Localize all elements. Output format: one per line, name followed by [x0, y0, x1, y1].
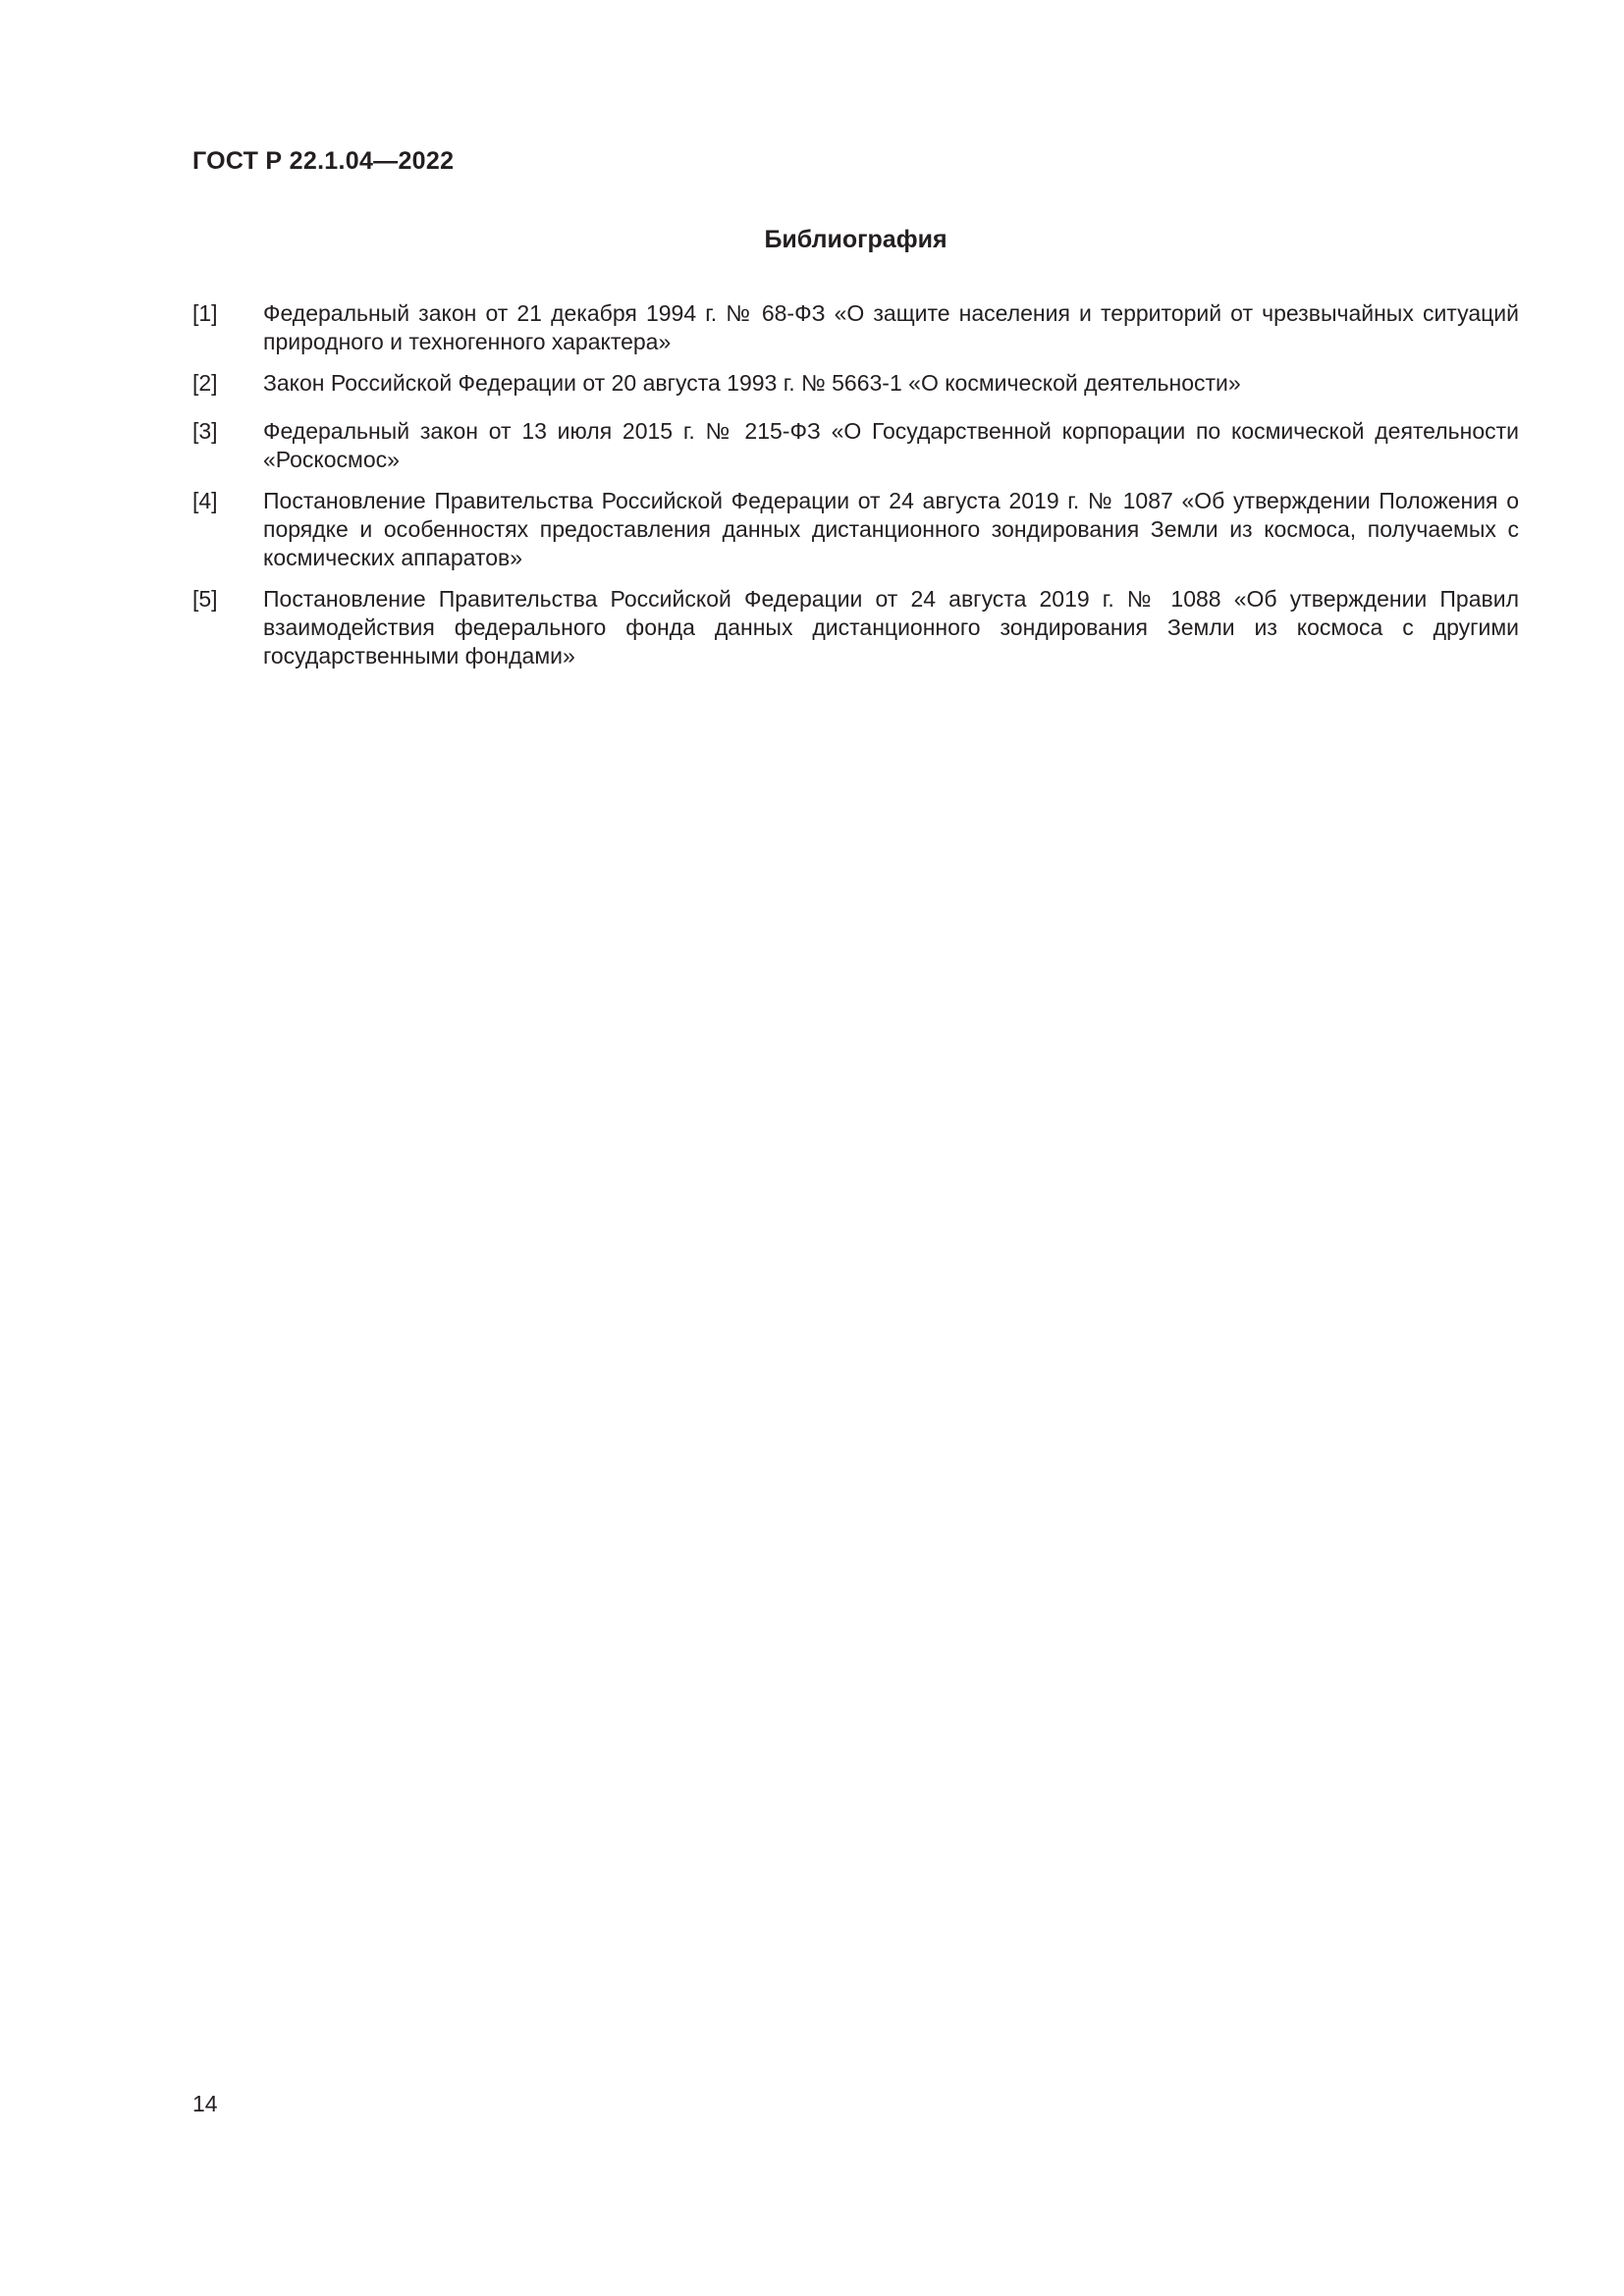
entry-number: [3] [192, 418, 218, 444]
bibliography-entry [192, 369, 1519, 398]
entry-text: Федеральный закон от 13 июля 2015 г. № 215-ФЗ «О Государственной корпорации по космической деятельности «Роскосмос» [263, 418, 1519, 472]
page-number: 14 [192, 2091, 218, 2116]
entry-text: Постановление Правительства Российской Федерации от 24 августа 2019 г. № 1087 «Об утверждении Положения о порядке и особенностях предоставления данных дистанционного зондирования Земли из космоса, получаемых с космических аппаратов» [263, 488, 1519, 570]
entry-number: [5] [192, 586, 218, 612]
entry-number: [1] [192, 300, 218, 326]
bibliography-list [192, 299, 1519, 670]
bibliography-entry [192, 299, 1519, 356]
entry-text: Закон Российской Федерации от 20 августа 1993 г. № 5663-1 «О космической деятельности» [263, 370, 1241, 396]
bibliography-entry [192, 487, 1519, 572]
section-title: Библиография [764, 226, 947, 253]
standard-header: ГОСТ Р 22.1.04—2022 [192, 147, 455, 175]
bibliography-entry [192, 585, 1519, 670]
entry-text: Постановление Правительства Российской Федерации от 24 августа 2019 г. № 1088 «Об утверждении Правил взаимодействия федерального фонда данных дистанционного зондирования Земли из космоса с другими государственными фондами» [263, 586, 1519, 668]
entry-number: [2] [192, 370, 218, 396]
bibliography-entry [192, 417, 1519, 474]
entry-number: [4] [192, 488, 218, 513]
entry-text: Федеральный закон от 21 декабря 1994 г. № 68-ФЗ «О защите населения и территорий от чрезвычайных ситуаций природного и техногенного характера» [263, 300, 1519, 354]
